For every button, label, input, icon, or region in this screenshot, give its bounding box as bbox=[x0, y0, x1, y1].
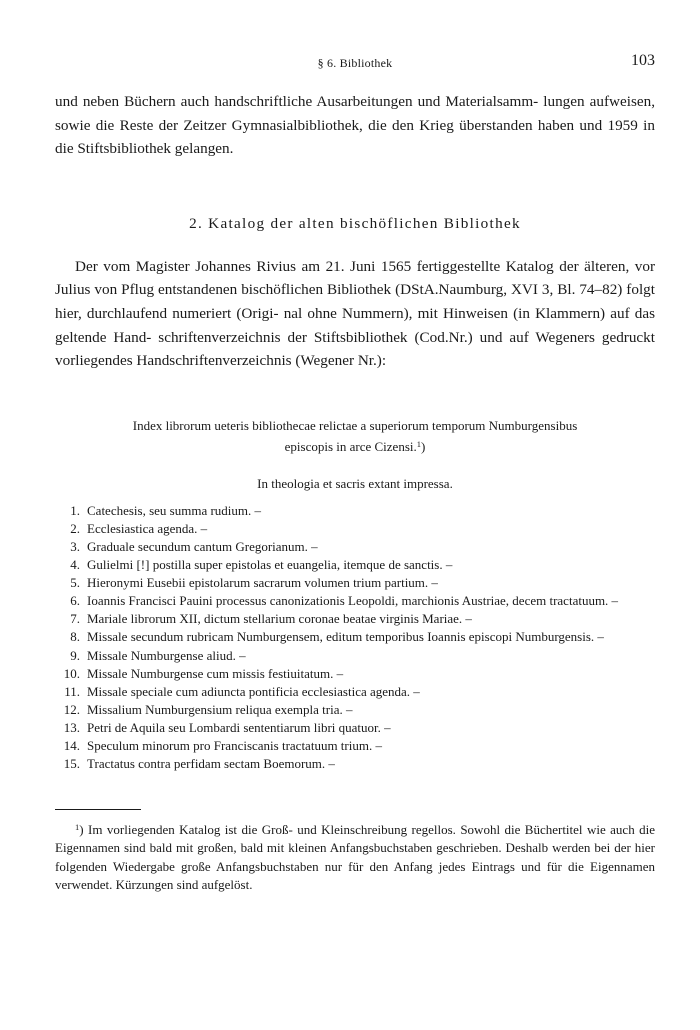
catalog-entry bbox=[55, 592, 655, 610]
catalog-entry-text: Missale secundum rubricam Numburgensem, editum temporibus Ioannis episcopi Numburgensis. – bbox=[87, 629, 604, 645]
catalog-entry-number: 4. bbox=[70, 557, 80, 573]
catalog-entry-number: 1. bbox=[70, 502, 80, 518]
book-page bbox=[55, 50, 655, 894]
catalog-entry-number: 2. bbox=[70, 520, 80, 536]
catalog-entry-text: Missale Numburgense aliud. – bbox=[87, 647, 246, 663]
catalog-entry-text: Missalium Numburgensium reliqua exempla tria. – bbox=[87, 701, 353, 717]
section-heading: 2. Katalog der alten bischöflichen Bibliothek bbox=[189, 214, 521, 232]
text-line: Krieg überstanden haben und 1959 in die Stiftsbibliothek gelangen. bbox=[55, 116, 655, 158]
catalog-entry bbox=[55, 737, 655, 755]
catalog-entry-text: Missale Numburgense cum missis festiuitatum. – bbox=[87, 665, 344, 681]
footnote-reference[interactable]: 1 bbox=[416, 439, 422, 450]
page-number: 103 bbox=[631, 52, 655, 69]
catalog-title-line: episcopis in arce Cizensi. bbox=[284, 439, 417, 455]
footnote-text: Im vorliegenden Katalog ist die Groß- und Kleinschreibung regellos. Sowohl die Büchertitel wie auch die Eigennamen sind bald mit großen, bald mit kleinen Anfangsbuchstaben geschrieben. Deshalb werden bei der hier folgenden Wiedergabe große Anfangsbuchstaben nur für den Anfang jedes Eintrags und für die Eigennamen verwendet. Kürzungen sind aufgelöst. bbox=[55, 822, 656, 893]
catalog-entry bbox=[55, 556, 655, 574]
catalog-entry-number: 6. bbox=[70, 593, 80, 609]
catalog-list bbox=[55, 502, 655, 773]
catalog-entry bbox=[55, 502, 655, 520]
catalog-entry-number: 14. bbox=[63, 737, 80, 753]
catalog-entry-text: Mariale librorum XII, dictum stellarium coronae beatae virginis Mariae. – bbox=[87, 611, 472, 627]
catalog-entry-text: Gulielmi [!] postilla super epistolas et euangelia, itemque de sanctis. – bbox=[87, 557, 453, 573]
catalog-entry-number: 15. bbox=[63, 756, 80, 772]
running-head bbox=[55, 50, 655, 74]
catalog-entry-text: Speculum minorum pro Franciscanis tractatuum trium. – bbox=[87, 737, 382, 753]
catalog-entry bbox=[55, 610, 655, 628]
text-line: vorliegendes Handschriftenverzeichnis (Wegener Nr.): bbox=[55, 352, 387, 370]
catalog-entry bbox=[55, 719, 655, 737]
footnote-divider bbox=[55, 809, 141, 810]
catalog-entry-text: Catechesis, seu summa rudium. – bbox=[87, 502, 262, 518]
catalog-entry bbox=[55, 538, 655, 556]
catalog-entry-text: Ecclesiastica agenda. – bbox=[87, 520, 208, 536]
catalog-entry bbox=[55, 701, 655, 719]
text-line: lungen aufweisen, sowie die Reste der Zeitzer Gymnasialbibliothek, die den bbox=[55, 93, 655, 134]
running-title: § 6. Bibliothek bbox=[317, 56, 393, 70]
text-line: und neben Büchern auch handschriftliche Ausarbeitungen und Materialsamm- bbox=[55, 93, 539, 110]
catalog-entry-number: 11. bbox=[64, 683, 80, 699]
catalog-entry bbox=[55, 574, 655, 592]
catalog-entry-text: Missale speciale cum adiuncta pontificia ecclesiastica agenda. – bbox=[87, 683, 420, 699]
footnote-marker-paren: ) bbox=[79, 822, 84, 838]
catalog-entry-number: 13. bbox=[63, 719, 80, 735]
text-line: der älteren, vor Julius von Pflug entstandenen bischöflichen Bibliothek bbox=[55, 257, 656, 299]
catalog-entry bbox=[55, 755, 655, 773]
catalog-entry-text: Tractatus contra perfidam sectam Boemorum. – bbox=[87, 756, 335, 772]
text-line: nal ohne Nummern), mit Hinweisen (in Klammern) auf das geltende Hand- bbox=[55, 304, 656, 346]
catalog-entry-text: Graduale secundum cantum Gregorianum. – bbox=[87, 538, 318, 554]
catalog-entry-number: 9. bbox=[70, 647, 80, 663]
catalog-entry-number: 12. bbox=[63, 701, 80, 717]
body-paragraph bbox=[55, 255, 655, 373]
catalog-subheading: In theologia et sacris extant impressa. bbox=[257, 475, 453, 491]
catalog-entry-number: 7. bbox=[70, 611, 80, 627]
catalog-entry-number: 3. bbox=[70, 538, 80, 554]
text-line: schriftenverzeichnis der Stiftsbibliothek (Cod.Nr.) und auf Wegeners gedruckt bbox=[158, 328, 655, 346]
catalog-entry-number: 10. bbox=[63, 665, 80, 681]
text-line: Der vom Magister Johannes Rivius am 21. Juni 1565 fertiggestellte Katalog bbox=[75, 257, 554, 275]
footnote bbox=[55, 818, 655, 894]
footnote-marker: 1 bbox=[75, 822, 80, 833]
catalog-entry-number: 8. bbox=[70, 629, 80, 645]
catalog-entry-text: Hieronymi Eusebii epistolarum sacrarum volumen trium partium. – bbox=[87, 575, 438, 591]
catalog-entry bbox=[55, 647, 655, 665]
catalog-entry-text: Ioannis Francisci Pauini processus canonizationis Leopoldi, marchionis Austriae, decem tractatuum. – bbox=[87, 593, 619, 609]
footnote-reference-paren: ) bbox=[421, 439, 426, 455]
catalog-entry-number: 5. bbox=[70, 575, 80, 591]
catalog-title-line: Index librorum ueteris bibliothecae relictae a superiorum temporum Numburgensibus bbox=[132, 417, 578, 433]
intro-paragraph bbox=[55, 90, 655, 161]
catalog-entry bbox=[55, 665, 655, 683]
catalog-entry bbox=[55, 628, 655, 646]
text-line: (DStA.Naumburg, XVI 3, Bl. 74–82) folgt hier, durchlaufend numeriert (Origi- bbox=[55, 281, 655, 322]
catalog-entry bbox=[55, 683, 655, 701]
catalog-entry-text: Petri de Aquila seu Lombardi sententiarum libri quatuor. – bbox=[87, 719, 391, 735]
catalog-title bbox=[55, 417, 655, 457]
catalog-entry bbox=[55, 520, 655, 538]
